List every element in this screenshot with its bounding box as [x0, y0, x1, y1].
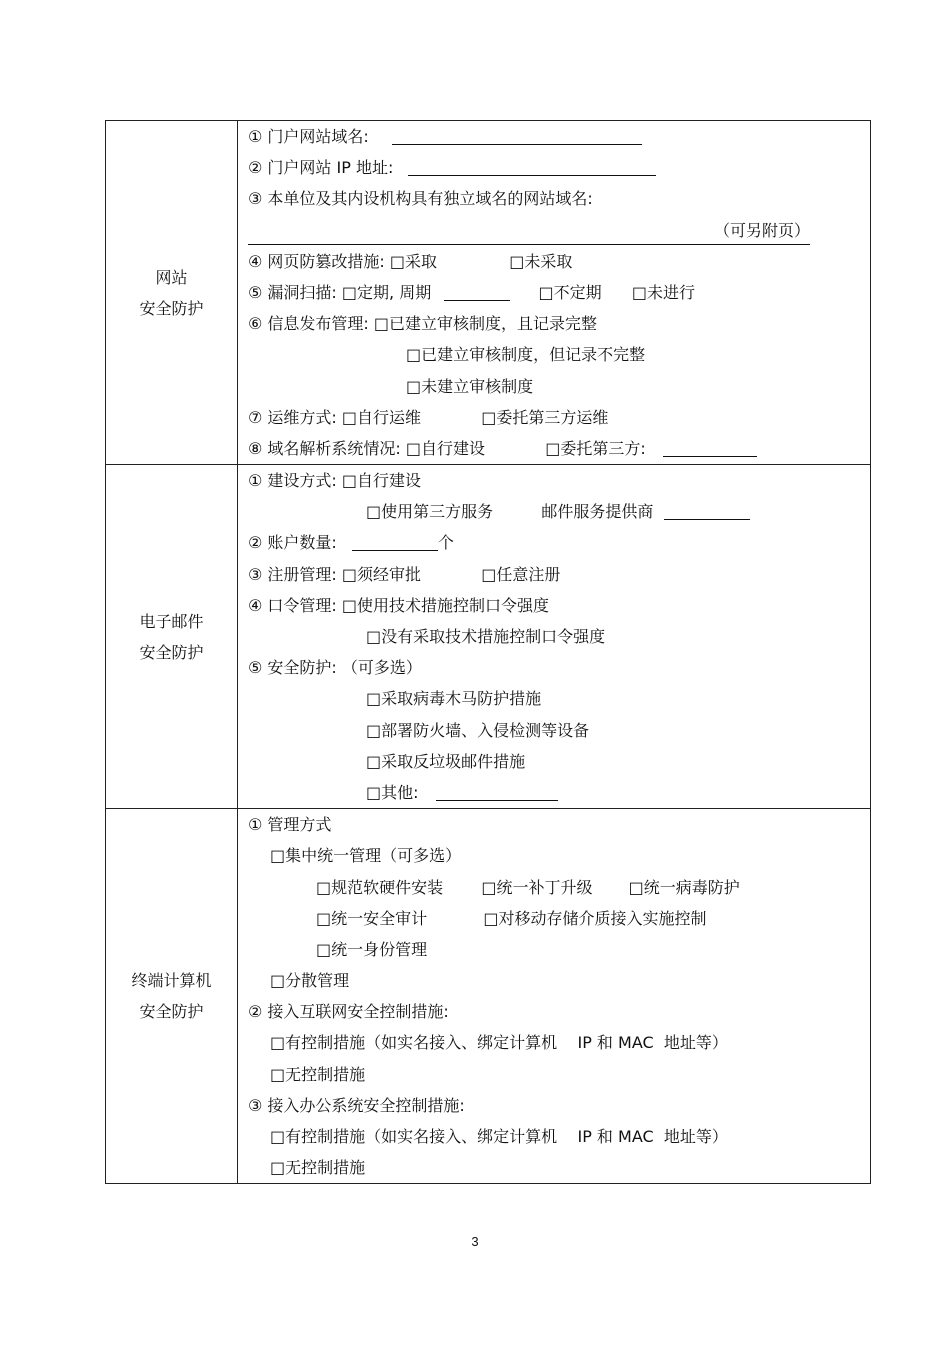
- email-pwd-none-checkbox[interactable]: [366, 621, 605, 652]
- terminal-identity-label: 统一身份管理: [331, 939, 428, 959]
- email-reg-approval-label: 须经审批: [357, 564, 422, 584]
- email-prot-line3: [248, 746, 870, 777]
- email-pwd-none-label: 没有采取技术措施控制口令强度: [381, 627, 606, 646]
- terminal-label-line2: 安全防护: [139, 1002, 204, 1022]
- terminal-office-opt1-line: [248, 1121, 870, 1152]
- dns-third-party-label: 委托第三方:: [560, 438, 646, 458]
- terminal-office-ctrl-label: 有控制措施（如实名接入、绑定计算机 IP 和 MAC 地址等）: [285, 1127, 728, 1146]
- independent-domains-label: ③ 本单位及其内设机构具有独立域名的网站域名:: [248, 189, 593, 209]
- terminal-central-label: 集中统一管理（可多选）: [285, 846, 462, 866]
- terminal-internet-ctrl-checkbox[interactable]: [270, 1027, 728, 1058]
- vuln-scan-periodic-checkbox[interactable]: [342, 277, 431, 308]
- terminal-section-body: [238, 809, 871, 1184]
- website-ip-line: [248, 152, 870, 183]
- info-release-line2: [248, 339, 870, 370]
- terminal-office-none-checkbox[interactable]: [270, 1152, 365, 1183]
- ops-mode-line: [248, 402, 870, 433]
- email-prot-line4: [248, 777, 870, 808]
- independent-domains-input-line[interactable]: [248, 215, 870, 246]
- terminal-internet-line: [248, 996, 870, 1027]
- email-label-line1: 电子邮件: [139, 611, 204, 631]
- website-section-body: [238, 121, 871, 465]
- info-release-line: [248, 308, 870, 339]
- email-password-line: [248, 590, 870, 621]
- terminal-patch-checkbox[interactable]: [481, 872, 592, 903]
- website-domain-line: [248, 121, 870, 152]
- terminal-central-opts2: [248, 903, 870, 934]
- email-build-line2: [248, 496, 870, 527]
- ops-third-party-label: 委托第三方运维: [496, 407, 609, 427]
- anti-tamper-adopted-checkbox[interactable]: [390, 246, 437, 277]
- email-reg-approval-checkbox[interactable]: [342, 559, 421, 590]
- terminal-internet-none-checkbox[interactable]: [270, 1059, 365, 1090]
- dns-self-label: 自行建设: [421, 438, 486, 458]
- anti-tamper-line: [248, 246, 870, 277]
- independent-domains-line: [248, 183, 870, 214]
- email-prot-antivirus-label: 采取病毒木马防护措施: [381, 689, 542, 709]
- terminal-antivirus-label: 统一病毒防护: [643, 877, 740, 897]
- terminal-office-ctrl-checkbox[interactable]: [270, 1121, 728, 1152]
- vuln-scan-none-label: 未进行: [646, 282, 695, 302]
- email-prot-firewall-checkbox[interactable]: [366, 715, 589, 746]
- email-password-label: ④ 口令管理:: [248, 595, 337, 615]
- email-accounts-label: ② 账户数量:: [248, 533, 337, 553]
- email-reg-free-checkbox[interactable]: [481, 559, 560, 590]
- vuln-scan-label: ⑤ 漏洞扫描:: [248, 282, 337, 302]
- info-release-line3: [248, 371, 870, 402]
- terminal-central-line: [248, 840, 870, 871]
- terminal-audit-label: 统一安全审计: [331, 908, 428, 928]
- terminal-identity-checkbox[interactable]: [316, 934, 427, 965]
- terminal-internet-none-label: 无控制措施: [285, 1064, 366, 1084]
- terminal-label-line1: 终端计算机: [131, 971, 212, 991]
- email-prot-antispam-label: 采取反垃圾邮件措施: [381, 751, 526, 771]
- dns-label: ⑧ 域名解析系统情况:: [248, 438, 401, 458]
- website-label-line2: 安全防护: [139, 298, 204, 318]
- email-build-self-label: 自行建设: [357, 471, 422, 491]
- email-build-self-checkbox[interactable]: [342, 465, 421, 496]
- terminal-internet-ctrl-label: 有控制措施（如实名接入、绑定计算机 IP 和 MAC 地址等）: [285, 1033, 728, 1053]
- info-release-none-label: 未建立审核制度: [421, 376, 534, 396]
- dns-third-party-input[interactable]: [663, 438, 757, 457]
- appendix-note: （可另附页）: [713, 220, 810, 240]
- anti-tamper-not-adopted-checkbox[interactable]: [509, 246, 572, 277]
- email-prot-line2: [248, 715, 870, 746]
- terminal-patch-label: 统一补丁升级: [496, 877, 593, 897]
- info-release-label: ⑥ 信息发布管理:: [248, 314, 369, 334]
- email-label-line2: 安全防护: [139, 642, 204, 662]
- anti-tamper-not-adopted-label: 未采取: [524, 251, 573, 271]
- email-protection-label: ⑤ 安全防护: （可多选）: [248, 658, 422, 678]
- dns-third-party-checkbox[interactable]: [545, 433, 646, 464]
- website-ip-label: ② 门户网站 IP 地址:: [248, 158, 394, 178]
- terminal-office-none-label: 无控制措施: [285, 1158, 366, 1178]
- terminal-office-line: [248, 1090, 870, 1121]
- ops-third-party-checkbox[interactable]: [481, 402, 608, 433]
- terminal-software-install-checkbox[interactable]: [316, 872, 443, 903]
- website-domain-label: ① 门户网站域名:: [248, 127, 369, 146]
- terminal-mgmt-line: [248, 809, 870, 840]
- email-build-label: ① 建设方式:: [248, 471, 337, 491]
- terminal-mgmt-label: ① 管理方式: [248, 815, 332, 835]
- dns-line: [248, 433, 870, 464]
- website-label-line1: 网站: [155, 267, 188, 287]
- anti-tamper-adopted-label: 采取: [405, 251, 438, 271]
- terminal-distributed-label: 分散管理: [285, 971, 350, 991]
- info-release-complete-checkbox[interactable]: [374, 308, 597, 339]
- terminal-office-label: ③ 接入办公系统安全控制措施:: [248, 1095, 465, 1115]
- terminal-software-install-label: 规范软硬件安装: [331, 877, 444, 897]
- info-release-complete-label: 已建立审核制度，且记录完整: [389, 314, 598, 334]
- vuln-scan-line: [248, 277, 870, 308]
- terminal-section-label: [106, 809, 238, 1184]
- terminal-distributed-checkbox[interactable]: [270, 965, 349, 996]
- vuln-scan-periodic-label: 定期, 周期: [357, 282, 432, 302]
- email-prot-other-checkbox[interactable]: [366, 777, 419, 808]
- email-build-third-party-checkbox[interactable]: [366, 496, 493, 527]
- vuln-scan-period-input[interactable]: [444, 282, 510, 301]
- email-section-row: [106, 465, 871, 809]
- terminal-central-opts3: [248, 934, 870, 965]
- independent-domains-input[interactable]: [248, 244, 810, 245]
- email-build-third-party-label: 使用第三方服务: [381, 502, 494, 522]
- email-prot-antivirus-checkbox[interactable]: [366, 683, 541, 714]
- email-section-label: [106, 465, 238, 809]
- terminal-antivirus-checkbox[interactable]: [629, 872, 740, 903]
- email-prot-antispam-checkbox[interactable]: [366, 746, 525, 777]
- email-accounts-unit: 个: [437, 533, 454, 553]
- page-number: 3: [471, 1234, 479, 1249]
- email-registration-label: ③ 注册管理:: [248, 564, 337, 584]
- email-build-line: [248, 465, 870, 496]
- website-section-row: [106, 121, 871, 465]
- terminal-audit-checkbox[interactable]: [316, 903, 427, 934]
- email-section-body: [238, 465, 871, 809]
- ops-mode-label: ⑦ 运维方式:: [248, 407, 337, 427]
- terminal-internet-opt1-line: [248, 1027, 870, 1058]
- email-prot-line1: [248, 683, 870, 714]
- terminal-removable-media-checkbox[interactable]: [483, 903, 706, 934]
- vuln-scan-irregular-label: 不定期: [553, 282, 602, 302]
- email-provider-input[interactable]: [664, 501, 750, 520]
- website-ip-input[interactable]: [408, 157, 656, 176]
- info-release-incomplete-label: 已建立审核制度，但记录不完整: [421, 345, 646, 365]
- dns-self-checkbox[interactable]: [406, 433, 485, 464]
- info-release-none-checkbox[interactable]: [406, 371, 533, 402]
- terminal-internet-label: ② 接入互联网安全控制措施:: [248, 1002, 449, 1022]
- terminal-central-opts1: [248, 872, 870, 903]
- terminal-section-row: [106, 809, 871, 1184]
- terminal-distributed-line: [248, 965, 870, 996]
- email-pwd-tech-checkbox[interactable]: [342, 590, 549, 621]
- terminal-central-checkbox[interactable]: [270, 840, 461, 871]
- email-protection-line: [248, 652, 870, 683]
- email-reg-free-label: 任意注册: [496, 564, 561, 584]
- email-password-line2: [248, 621, 870, 652]
- ops-self-label: 自行运维: [357, 407, 422, 427]
- email-accounts-line: [248, 527, 870, 558]
- website-domain-input[interactable]: [392, 126, 642, 145]
- email-pwd-tech-label: 使用技术措施控制口令强度: [357, 595, 550, 615]
- email-prot-other-input[interactable]: [436, 782, 558, 801]
- anti-tamper-label: ④ 网页防篡改措施:: [248, 251, 385, 271]
- terminal-internet-opt2-line: [248, 1059, 870, 1090]
- email-provider-label: 邮件服务提供商: [541, 502, 654, 522]
- email-prot-other-label: 其他:: [381, 782, 419, 802]
- email-accounts-input[interactable]: [352, 532, 438, 551]
- security-form-table: [105, 120, 871, 1184]
- email-registration-line: [248, 559, 870, 590]
- terminal-removable-media-label: 对移动存储介质接入实施控制: [498, 908, 707, 928]
- email-prot-firewall-label: 部署防火墙、入侵检测等设备: [381, 720, 590, 740]
- vuln-scan-none-checkbox[interactable]: [632, 277, 695, 308]
- vuln-scan-irregular-checkbox[interactable]: [539, 277, 602, 308]
- ops-self-checkbox[interactable]: [342, 402, 421, 433]
- terminal-office-opt2-line: [248, 1152, 870, 1183]
- website-section-label: [106, 121, 238, 465]
- info-release-incomplete-checkbox[interactable]: [406, 339, 645, 370]
